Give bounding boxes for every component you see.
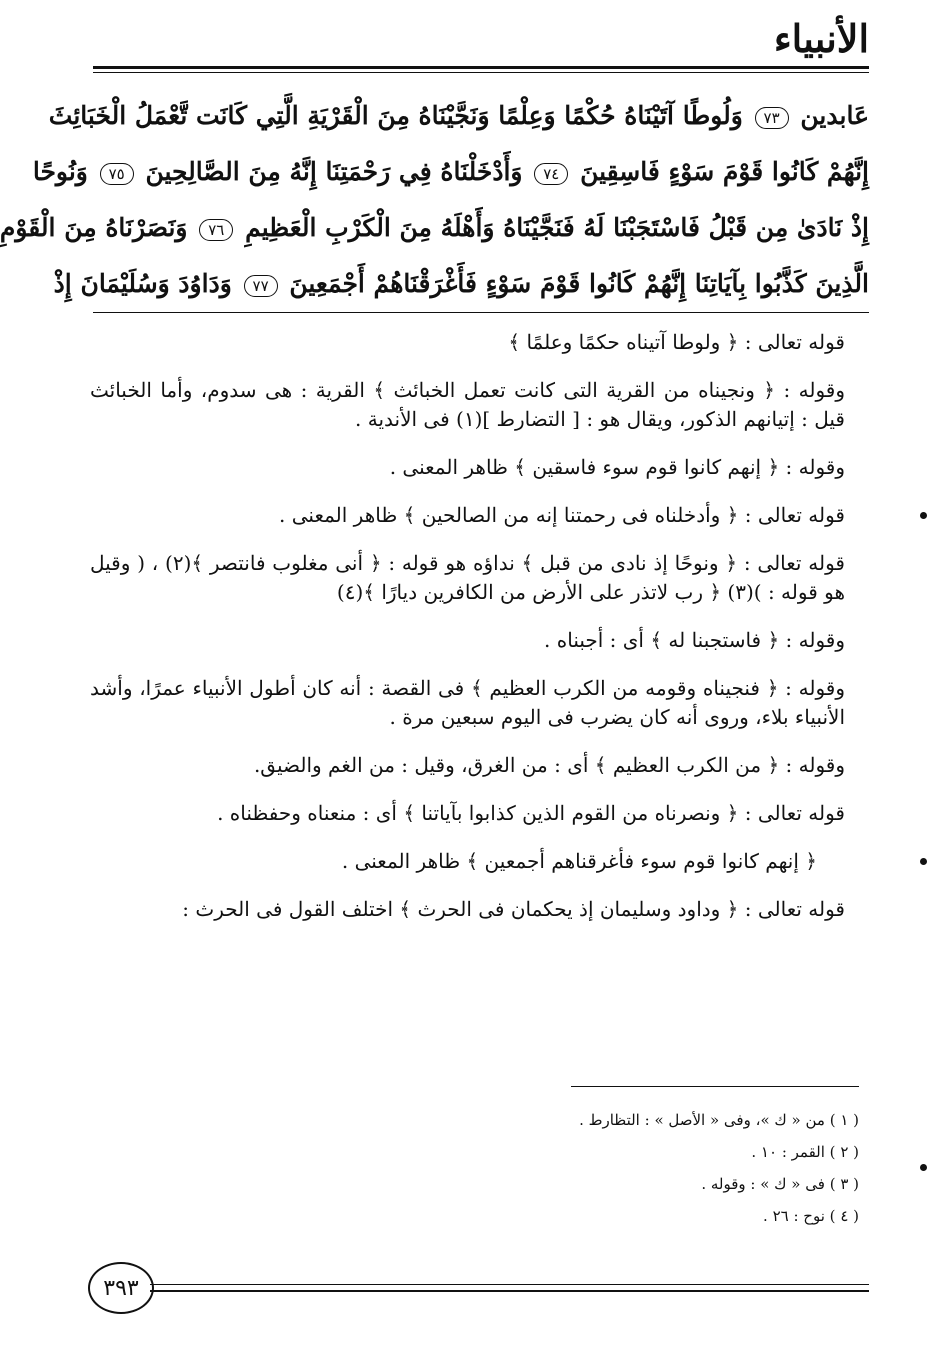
quran-line bbox=[0, 200, 869, 256]
footer-rule bbox=[150, 1284, 869, 1285]
quran-segment: وَأَدْخَلْنَاهُ فِي رَحْمَتِنَا إِنَّهُ مِنَ الصَّالِحِينَ bbox=[145, 157, 523, 186]
quran-segment: إِذْ نَادَىٰ مِن قَبْلُ فَاسْتَجَبْنَا لَهُ فَنَجَّيْنَاهُ وَأَهْلَهُ مِنَ الْكَرْبِ الْعَظِيمِ bbox=[245, 213, 869, 242]
footnote: ( ١ ) من « ك »، وفى « الأصل » : التظارط . bbox=[579, 1111, 859, 1129]
footnote: ( ٢ ) القمر : ١٠ . bbox=[751, 1143, 859, 1161]
commentary-paragraph: قوله تعالى : ﴿ ونصرناه من القوم الذين كذابوا بآياتنا ﴾ أى : منعناه وحفظناه . bbox=[217, 801, 845, 825]
page-title: الأنبياء bbox=[773, 16, 869, 61]
quran-text-block bbox=[0, 88, 869, 312]
scan-mark bbox=[920, 512, 927, 519]
header-rule bbox=[93, 66, 869, 69]
scan-mark bbox=[920, 858, 927, 865]
page-number: ٣٩٣ bbox=[103, 1275, 139, 1301]
quran-line bbox=[32, 144, 869, 200]
commentary-paragraph: وقوله : ﴿ فاستجبنا له ﴾ أى : أجبناه . bbox=[544, 628, 845, 652]
footnote: ( ٣ ) فى « ك » : وقوله . bbox=[701, 1175, 859, 1193]
quran-line bbox=[48, 88, 869, 144]
header-rule-thin bbox=[93, 72, 869, 73]
quran-segment: وَنَصَرْنَاهُ مِنَ الْقَوْمِ bbox=[0, 213, 188, 242]
commentary-block bbox=[90, 328, 869, 943]
ayah-number-marker: ٧٣ bbox=[755, 107, 789, 129]
commentary-paragraph: ﴿ إنهم كانوا قوم سوء فأغرقناهم أجمعين ﴾ ظاهر المعنى . bbox=[341, 849, 817, 873]
quran-segment: وَدَاوُدَ وَسُلَيْمَانَ إِذْ bbox=[53, 269, 232, 298]
commentary-paragraph: قوله تعالى : ﴿ وأدخلناه فى رحمتنا إنه من الصالحين ﴾ ظاهر المعنى . bbox=[279, 503, 845, 527]
footnote: ( ٤ ) نوح : ٢٦ . bbox=[763, 1207, 859, 1225]
footer-rule-thick bbox=[150, 1290, 869, 1292]
commentary-paragraph: وقوله : ﴿ ونجيناه من القرية التى كانت تعمل الخبائث ﴾ القرية : هى سدوم، وأما الخبائث قيل : إتيانهم الذكور، ويقال هو : [ التضارط ](١) فى الأندية . bbox=[90, 378, 845, 431]
quran-line bbox=[53, 256, 869, 312]
commentary-paragraph: وقوله : ﴿ فنجيناه وقومه من الكرب العظيم ﴾ فى القصة : أنه كان أطول الأنبياء عمرًا، وأشد الأنبياء بلاء، وروى أنه كان يضرب فى اليوم سبعين مرة . bbox=[90, 676, 845, 729]
commentary-paragraph: قوله تعالى : ﴿ وداود وسليمان إذ يحكمان فى الحرث ﴾ اختلف القول فى الحرث : bbox=[182, 897, 845, 921]
ayah-number-marker: ٧٥ bbox=[100, 163, 134, 185]
commentary-paragraph: وقوله : ﴿ من الكرب العظيم ﴾ أى : من الغرق، وقيل : من الغم والضيق. bbox=[253, 753, 845, 777]
quran-segment: الَّذِينَ كَذَّبُوا بِآيَاتِنَا إِنَّهُمْ كَانُوا قَوْمَ سَوْءٍ فَأَغْرَقْنَاهُمْ أَجْمَعِينَ bbox=[289, 269, 869, 298]
ayah-number-marker: ٧٤ bbox=[534, 163, 568, 185]
quran-segment: وَلُوطًا آتَيْنَاهُ حُكْمًا وَعِلْمًا وَنَجَّيْنَاهُ مِنَ الْقَرْيَةِ الَّتِي كَانَت تَّعْمَلُ الْخَبَائِثَ bbox=[48, 101, 743, 130]
ayah-number-marker: ٧٦ bbox=[199, 219, 233, 241]
footnote-divider bbox=[571, 1086, 859, 1087]
commentary-paragraph: قوله تعالى : ﴿ ولوطا آتيناه حكمًا وعلمًا ﴾ bbox=[508, 330, 845, 354]
footnotes bbox=[579, 1104, 859, 1232]
page-number-badge bbox=[88, 1262, 154, 1314]
quran-divider bbox=[93, 312, 869, 313]
quran-segment: وَنُوحًا bbox=[32, 157, 88, 186]
ayah-number-marker: ٧٧ bbox=[244, 275, 278, 297]
scan-mark bbox=[920, 1164, 927, 1171]
quran-segment: عَابدين bbox=[800, 101, 869, 130]
commentary-paragraph: قوله تعالى : ﴿ ونوحًا إذ نادى من قبل ﴾ نداؤه هو قوله : ﴿ أنى مغلوب فانتصر ﴾(٢) ، ( وقيل هو قوله : )(٣) ﴿ رب لاتذر على الأرض من الكافرين ديارًا ﴾(٤) bbox=[90, 551, 845, 604]
quran-segment: إِنَّهُمْ كَانُوا قَوْمَ سَوْءٍ فَاسِقِينَ bbox=[580, 157, 869, 186]
commentary-paragraph: وقوله : ﴿ إنهم كانوا قوم سوء فاسقين ﴾ ظاهر المعنى . bbox=[389, 455, 845, 479]
